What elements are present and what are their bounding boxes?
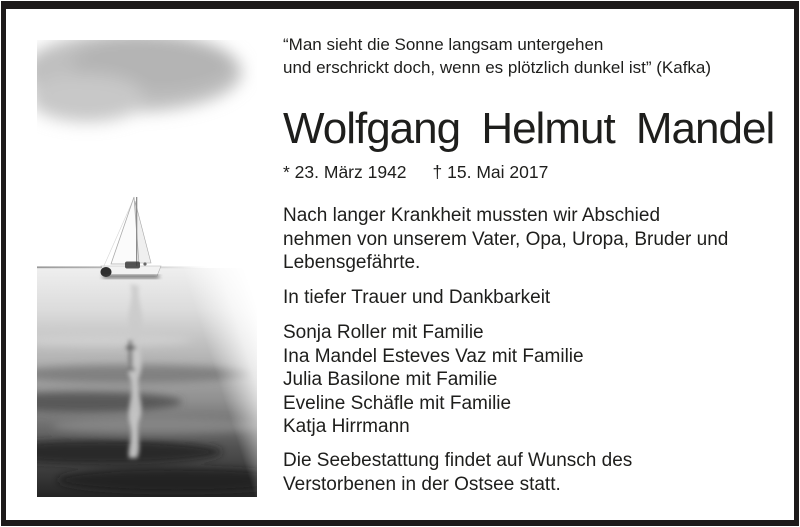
announcement-line: nehmen von unserem Vater, Opa, Uropa, Bruder und: [283, 228, 729, 250]
quote-line: und erschrickt doch, wenn es plötzlich dunkel ist” (Kafka): [283, 57, 712, 77]
mast: [136, 197, 137, 266]
epigraph-quote: [283, 34, 711, 79]
burial-info: [283, 449, 632, 496]
life-dates: [283, 161, 548, 183]
death-date: † 15. Mai 2017: [432, 162, 549, 182]
birth-date: * 23. März 1942: [283, 162, 407, 182]
photo-right-fade: [37, 264, 257, 497]
mourner-name: Sonja Roller mit Familie: [283, 322, 484, 343]
burial-info-line: Die Seebestattung findet auf Wunsch des: [283, 450, 633, 471]
announcement-line: Lebensgefährte.: [283, 252, 421, 273]
deceased-name: Wolfgang Helmut Mandel: [283, 104, 775, 153]
quote-line: “Man sieht die Sonne langsam untergehen: [283, 35, 604, 54]
mourners-list: [283, 321, 584, 439]
announcement-text: [283, 204, 728, 275]
mourner-name: Julia Basilone mit Familie: [283, 369, 498, 390]
mourner-name: Katja Hirrmann: [283, 416, 410, 437]
grief-line: In tiefer Trauer und Dankbarkeit: [283, 287, 551, 308]
announcement-line: Nach langer Krankheit mussten wir Abschied: [283, 205, 661, 226]
mourner-name: Eveline Schäfle mit Familie: [283, 392, 512, 414]
sailboat-sea-photo: [37, 40, 257, 497]
burial-info-line: Verstorbenen in der Ostsee statt.: [283, 473, 561, 495]
mourner-name: Ina Mandel Esteves Vaz mit Familie: [283, 345, 584, 367]
